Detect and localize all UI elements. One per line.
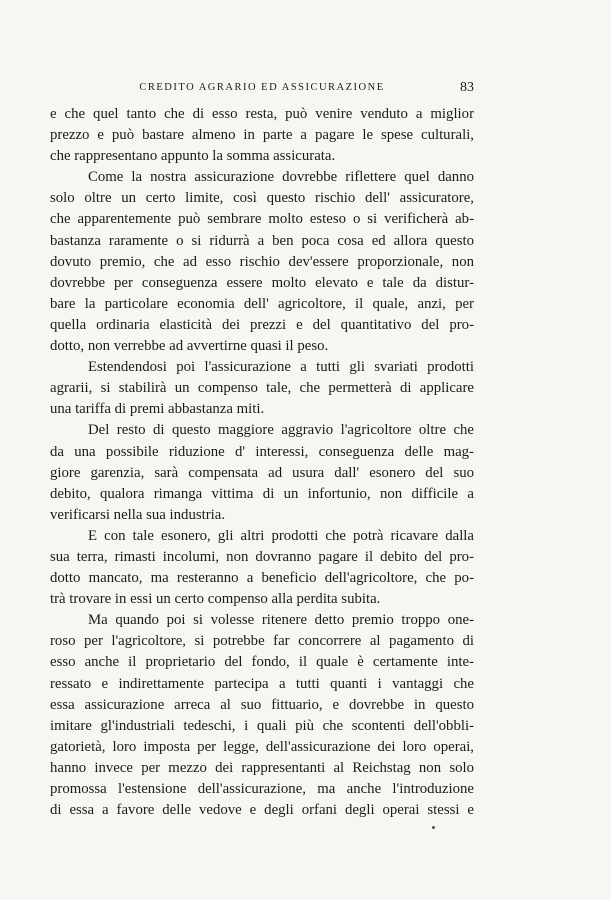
running-title: CREDITO AGRARIO ED ASSICURAZIONE xyxy=(139,82,385,93)
text-line: Come la nostra assicurazione dovrebbe riflettere quel danno xyxy=(88,169,474,186)
text-line: di essa a favore delle vedove e degli orfani degli operai stessi e xyxy=(50,802,474,819)
paragraph xyxy=(50,357,474,420)
running-head xyxy=(50,80,474,98)
body-text xyxy=(50,104,474,821)
text-line: giore garenzia, sarà compensata ad usura dall' esonero del suo xyxy=(50,464,474,481)
text-line: debito, qualora rimanga vittima di un infortunio, non difficile a xyxy=(50,485,474,502)
text-line: roso per l'agricoltore, si potrebbe far concorrere al pagamento di xyxy=(50,633,474,650)
text-line: dovuto premio, che ad esso rischio dev'essere proporzionale, non xyxy=(50,253,474,270)
text-line: sua terra, rimasti incolumi, non dovranno pagare il debito del pro- xyxy=(50,548,474,565)
text-line: Ma quando poi si volesse ritenere detto premio troppo one- xyxy=(88,612,474,629)
paragraph xyxy=(50,610,474,821)
text-line: una tariffa di premi abbastanza miti. xyxy=(50,401,265,418)
text-line: dovrebbe per conseguenza essere molto elevato e tale da distur- xyxy=(50,274,474,291)
text-line: da una possibile riduzione d' interessi, conseguenza delle mag- xyxy=(50,443,474,460)
text-line: bastanza raramente o si ridurrà a ben poca cosa ed allora questo xyxy=(50,232,474,249)
text-line: bare la particolare economia dell' agricoltore, il quale, anzi, per xyxy=(50,295,474,312)
text-line: agrarii, si stabilirà un compenso tale, che permetterà di applicare xyxy=(50,380,474,397)
text-line: essa assicurazione arreca al suo fittuario, e dovrebbe in questo xyxy=(50,696,474,713)
text-line: esso anche il proprietario del fondo, il quale è certamente inte- xyxy=(50,654,474,671)
text-line: gatorietà, loro imposta per legge, dell'assicurazione dei loro operai, xyxy=(50,738,474,755)
text-line: Del resto di questo maggiore aggravio l'agricoltore oltre che xyxy=(88,422,474,439)
text-line: ressato e indirettamente partecipa a tutti quanti i vantaggi che xyxy=(50,675,474,692)
text-line: prezzo e può bastare almeno in parte a pagare le spese culturali, xyxy=(50,127,474,144)
text-line: dotto, non verrebbe ad avvertirne quasi il peso. xyxy=(50,338,329,355)
text-line: dotto mancato, ma resteranno a beneficio dell'agricoltore, che po- xyxy=(50,570,474,587)
text-line: hanno invece per mezzo dei rappresentanti al Reichstag non solo xyxy=(50,759,474,776)
text-line: promossa l'estensione dell'assicurazione, ma anche l'introduzione xyxy=(50,781,474,797)
text-line: E con tale esonero, gli altri prodotti che potrà ricavare dalla xyxy=(88,527,474,544)
text-line: verificarsi nella sua industria. xyxy=(50,506,226,523)
paragraph xyxy=(50,420,474,525)
page-number: 83 xyxy=(460,80,474,95)
paragraph xyxy=(50,167,474,357)
paragraph xyxy=(50,104,474,167)
paragraph xyxy=(50,526,474,610)
text-line: imitare gl'industriali tedeschi, i quali più che scontenti dell'obbli- xyxy=(50,717,474,734)
text-line: solo oltre un certo limite, così questo rischio dell' assicuratore, xyxy=(50,190,474,207)
text-line: trà trovare in essi un certo compenso alla perdita subita. xyxy=(50,591,381,608)
text-line: e che quel tanto che di esso resta, può venire venduto a miglior xyxy=(50,106,474,122)
text-line: quella ordinaria elasticità dei prezzi e del quantitativo del pro- xyxy=(50,316,474,333)
paper-speck xyxy=(432,826,435,829)
text-line: Estendendosi poi l'assicurazione a tutti gli svariati prodotti xyxy=(88,359,474,376)
text-line: che apparentemente può sembrare molto esteso o si verificherà ab- xyxy=(50,211,474,228)
text-line: che rappresentano appunto la somma assicurata. xyxy=(50,148,336,165)
